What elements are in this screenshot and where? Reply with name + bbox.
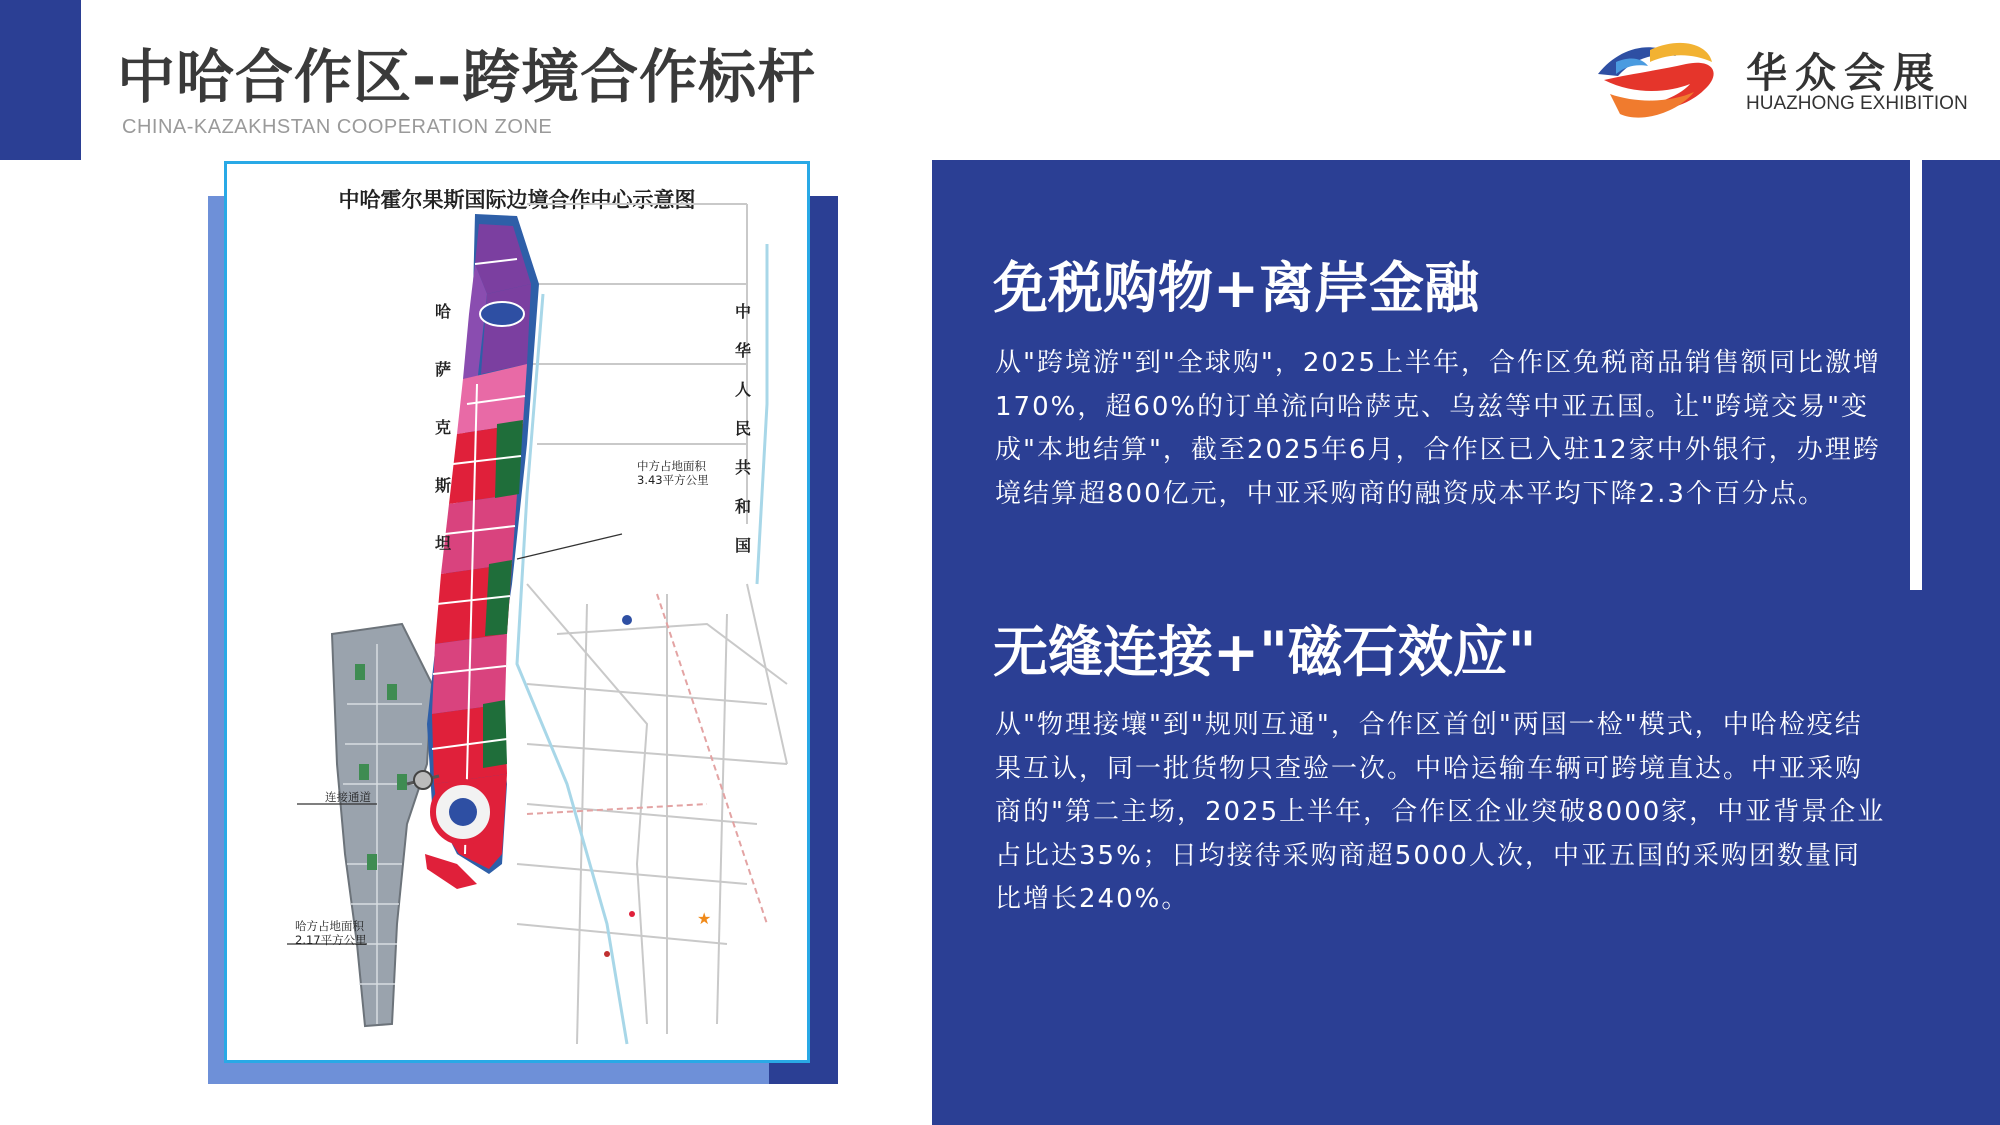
map-label-kazakhstan-char: 斯 [435, 476, 452, 495]
panel-divider-bar [1910, 160, 1922, 590]
map-label-kazakhstan-char: 克 [435, 418, 452, 437]
map-note-kazakhstan-area-line2: 2.17平方公里 [295, 933, 367, 947]
map-label-china-char: 人 [735, 380, 752, 399]
map-note-china-area-line1: 中方占地面积 [637, 459, 706, 473]
section-body-dutyfree: 从"跨境游"到"全球购"，2025上半年，合作区免税商品销售额同比激增170%，超60%的订单流向哈萨克、乌兹等中亚五国。让"跨境交易"变成"本地结算"，截至2025年6月，合作区已入驻12家中外银行，办理跨境结算超800亿元，中亚采购商的融资成本平均下降2.3个百分点。 [995, 348, 1882, 509]
map-label-china-char: 民 [735, 419, 752, 438]
page-title: 中哈合作区--跨境合作标杆 [117, 43, 817, 111]
map-frame [224, 161, 810, 1063]
section-title-connection: 无缝连接+"磁石效应" [993, 620, 1537, 684]
map-label-china [735, 299, 751, 556]
map-label-kazakhstan-char: 哈 [435, 302, 452, 321]
map-note-channel: 连接通道 [325, 790, 371, 804]
map-label-china-char: 和 [735, 497, 752, 516]
section-body-connection: 从"物理接壤"到"规则互通"，合作区首创"两国一检"模式，中哈检疫结果互认，同一批货物只查验一次。中哈运输车辆可跨境直达。中亚采购商的"第二主场，2025上半年，合作区企业突破8000家，中亚背景企业占比达35%；日均接待采购商超5000人次，中亚五国的采购团数量同比增长240%。 [995, 710, 1886, 914]
corner-accent-block [0, 0, 81, 160]
map-title: 中哈霍尔果斯国际边境合作中心示意图 [338, 188, 696, 212]
map-note-kazakhstan-area-line1: 哈方占地面积 [295, 919, 364, 933]
logo-name-cn: 华众会展 [1746, 49, 1942, 97]
map-note-china-area-line2: 3.43平方公里 [637, 473, 709, 487]
map-label-china-char: 中 [735, 302, 752, 321]
logo-name-en: HUAZHONG EXHIBITION [1746, 93, 1968, 114]
map-label-china-char: 华 [735, 341, 752, 360]
wave-swirl-logo-icon [1590, 34, 1740, 130]
map-label-kazakhstan-char: 萨 [435, 360, 452, 379]
map-label-kazakhstan [435, 299, 451, 554]
map-label-china-char: 国 [735, 536, 752, 555]
page-subtitle: CHINA-KAZAKHSTAN COOPERATION ZONE [122, 116, 553, 138]
svg-text:★: ★ [697, 909, 712, 928]
map-label-kazakhstan-char: 坦 [435, 534, 452, 553]
map-label-china-char: 共 [735, 458, 752, 477]
section-title-dutyfree: 免税购物+离岸金融 [993, 256, 1480, 320]
map-note-kazakhstan-area [295, 919, 367, 947]
brand-logo [1590, 34, 1968, 130]
map-note-china-area [637, 459, 709, 487]
